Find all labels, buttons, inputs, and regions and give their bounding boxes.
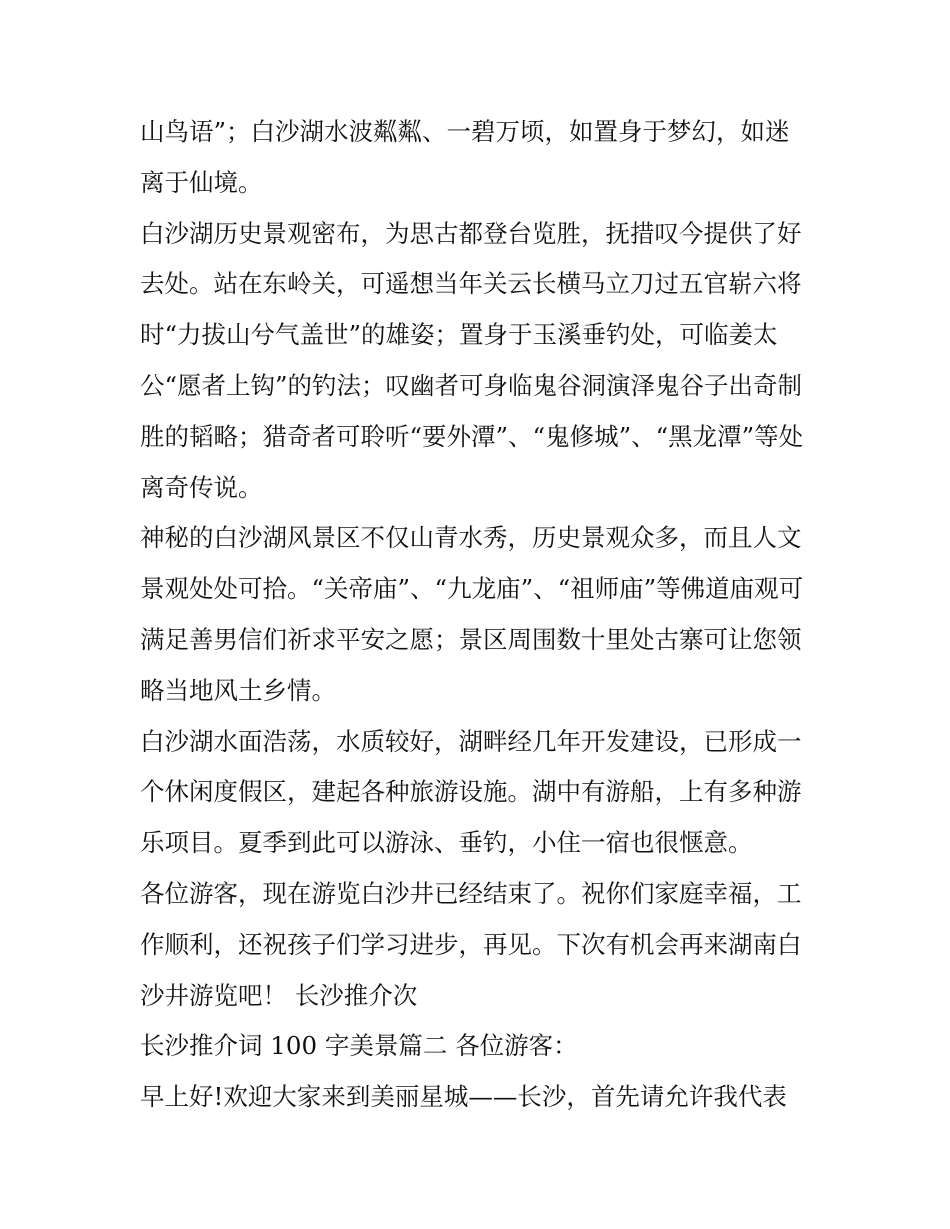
text-line: 白沙湖水面浩荡，水质较好，湖畔经几年开发建设，已形成一 [140, 726, 802, 756]
text-line: 作顺利，还祝孩子们学习进步，再见。下次有机会再来湖南白 [140, 929, 802, 959]
text-line: 胜的韬略；猎奇者可聆听“要外潭”、“鬼修城”、“黑龙潭”等处 [140, 421, 804, 451]
text-line: 山鸟语”；白沙湖水波粼粼、一碧万顷，如置身于梦幻，如迷 [140, 117, 790, 146]
text-line: 离于仙境。 [140, 167, 263, 197]
document-body [140, 107, 820, 1123]
text-line: 略当地风土乡情。 [140, 675, 336, 705]
text-line: 公“愿者上钩”的钓法；叹幽者可身临鬼谷洞演泽鬼谷子出奇制 [140, 370, 803, 400]
text-line: 离奇传说。 [140, 472, 263, 502]
text-line: 个休闲度假区，建起各种旅游设施。湖中有游船，上有多种游 [140, 777, 802, 807]
text-line: 长沙推介词 100 字美景篇二 各位游客： [140, 1031, 578, 1061]
text-line: 去处。站在东岭关，可遥想当年关云长横马立刀过五官崭六将 [140, 269, 802, 299]
text-line: 景观处处可拾。“关帝庙”、“九龙庙”、“祖师庙”等佛道庙观可 [140, 574, 804, 604]
text-line: 乐项目。夏季到此可以游泳、垂钓，小住一宿也很惬意。 [140, 828, 753, 858]
text-line: 各位游客，现在游览白沙井已经结束了。祝你们家庭幸福，工 [140, 878, 802, 908]
text-line: 早上好!欢迎大家来到美丽星城——长沙，首先请允许我代表 [140, 1082, 787, 1112]
text-line: 时“力拔山兮气盖世”的雄姿；置身于玉溪垂钓处，可临姜太 [140, 320, 778, 350]
text-line: 沙井游览吧！ 长沙推介次 [140, 980, 418, 1010]
text-line: 神秘的白沙湖风景区不仅山青水秀，历史景观众多，而且人文 [140, 523, 802, 553]
text-line: 满足善男信们祈求平安之愿；景区周围数十里处古寨可让您领 [140, 624, 802, 654]
text-line: 白沙湖历史景观密布，为思古都登台览胜，抚措叹今提供了好 [140, 218, 802, 248]
